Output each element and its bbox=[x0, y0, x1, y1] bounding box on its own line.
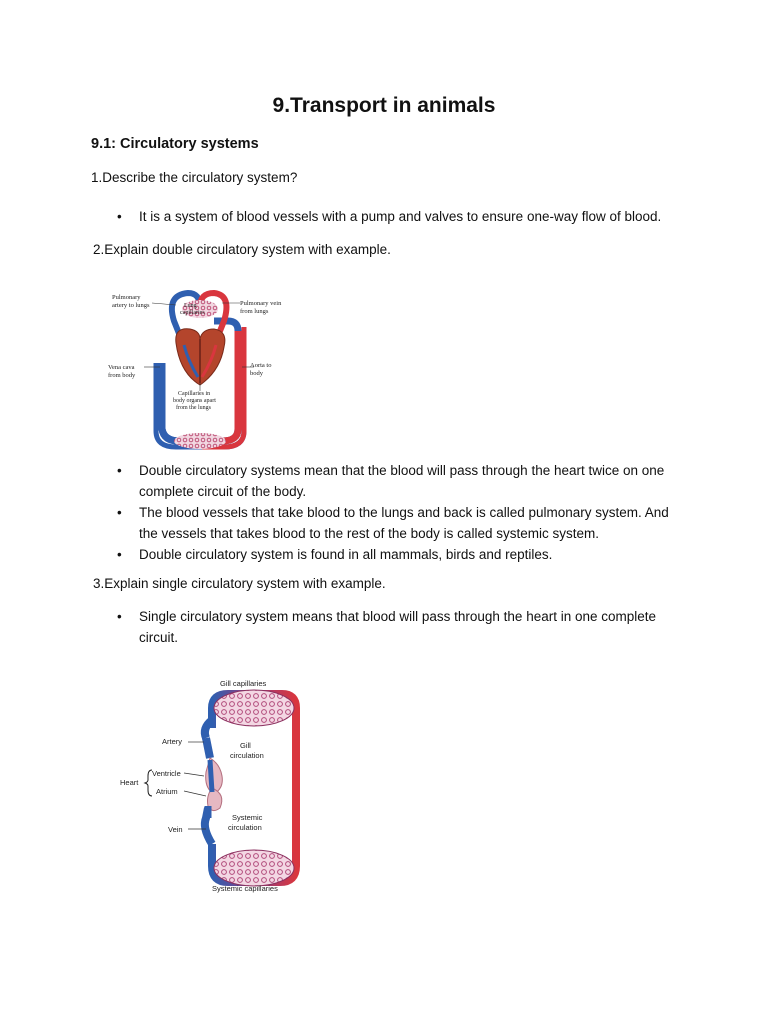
section-heading: 9.1: Circulatory systems bbox=[91, 136, 259, 152]
question-1-answer-list bbox=[117, 206, 717, 227]
systemic-circulation-label-2: circulation bbox=[228, 823, 262, 832]
systemic-capillaries-bed bbox=[214, 850, 294, 886]
systemic-circulation-label-1: Systemic bbox=[232, 813, 263, 822]
vena-cava-label-1: Vena cava bbox=[108, 364, 135, 371]
page-title: 9.Transport in animals bbox=[272, 94, 496, 117]
atrium-label: Atrium bbox=[156, 787, 178, 796]
vein-label: Vein bbox=[168, 825, 183, 834]
body-capillaries-label-3: from the lungs bbox=[176, 405, 211, 411]
heart-label: Heart bbox=[120, 778, 139, 787]
aorta-label-1: Aorta to bbox=[250, 362, 272, 369]
list-item: • Double circulatory systems mean that the blood will pass through the heart twice on one complete circuit of the body. bbox=[117, 460, 677, 502]
body-capillaries-label-1: Capillaries in bbox=[178, 391, 211, 397]
body-capillaries-bed bbox=[174, 433, 226, 449]
gill-capillaries-label: Gill capillaries bbox=[220, 679, 267, 688]
lung-capillaries-label-2: capillaries bbox=[180, 310, 205, 316]
pulmonary-artery-label-2: artery to lungs bbox=[112, 302, 150, 309]
gill-circulation-label-2: circulation bbox=[230, 751, 264, 760]
list-item: • The blood vessels that take blood to the lungs and back is called pulmonary system. And the vessels that takes blood to the rest of the body is called systemic system. bbox=[117, 502, 677, 544]
systemic-capillaries-label: Systemic capillaries bbox=[212, 884, 278, 893]
pulmonary-vein-label-1: Pulmonary vein bbox=[240, 300, 282, 307]
artery-label: Artery bbox=[162, 737, 183, 746]
question-2-answer-list bbox=[117, 460, 677, 565]
double-circulation-diagram bbox=[104, 281, 294, 451]
question-3: 3.Explain single circulatory system with example. bbox=[93, 576, 386, 591]
list-item: • Single circulatory system means that blood will pass through the heart in one complete circuit. bbox=[117, 606, 677, 648]
question-1: 1.Describe the circulatory system? bbox=[91, 170, 298, 185]
pulmonary-artery-label-1: Pulmonary bbox=[112, 294, 141, 301]
gill-circulation-label-1: Gill bbox=[240, 741, 251, 750]
pulmonary-vein-label-2: from lungs bbox=[240, 308, 269, 315]
ventricle-label: Ventricle bbox=[152, 769, 181, 778]
artery-vessel bbox=[205, 720, 212, 738]
vena-cava-label-2: from body bbox=[108, 372, 136, 379]
lung-capillaries-label-1: Lung bbox=[184, 303, 197, 309]
question-3-answer-list bbox=[117, 606, 677, 648]
list-item: • Double circulatory system is found in all mammals, birds and reptiles. bbox=[117, 544, 677, 565]
aorta-label-2: body bbox=[250, 370, 263, 377]
gill-capillaries-bed bbox=[214, 690, 294, 726]
list-item: • It is a system of blood vessels with a pump and valves to ensure one-way flow of blood. bbox=[117, 206, 717, 227]
single-circulation-diagram bbox=[116, 668, 322, 912]
body-capillaries-label-2: body organs apart bbox=[173, 398, 216, 404]
question-2: 2.Explain double circulatory system with example. bbox=[93, 242, 391, 257]
